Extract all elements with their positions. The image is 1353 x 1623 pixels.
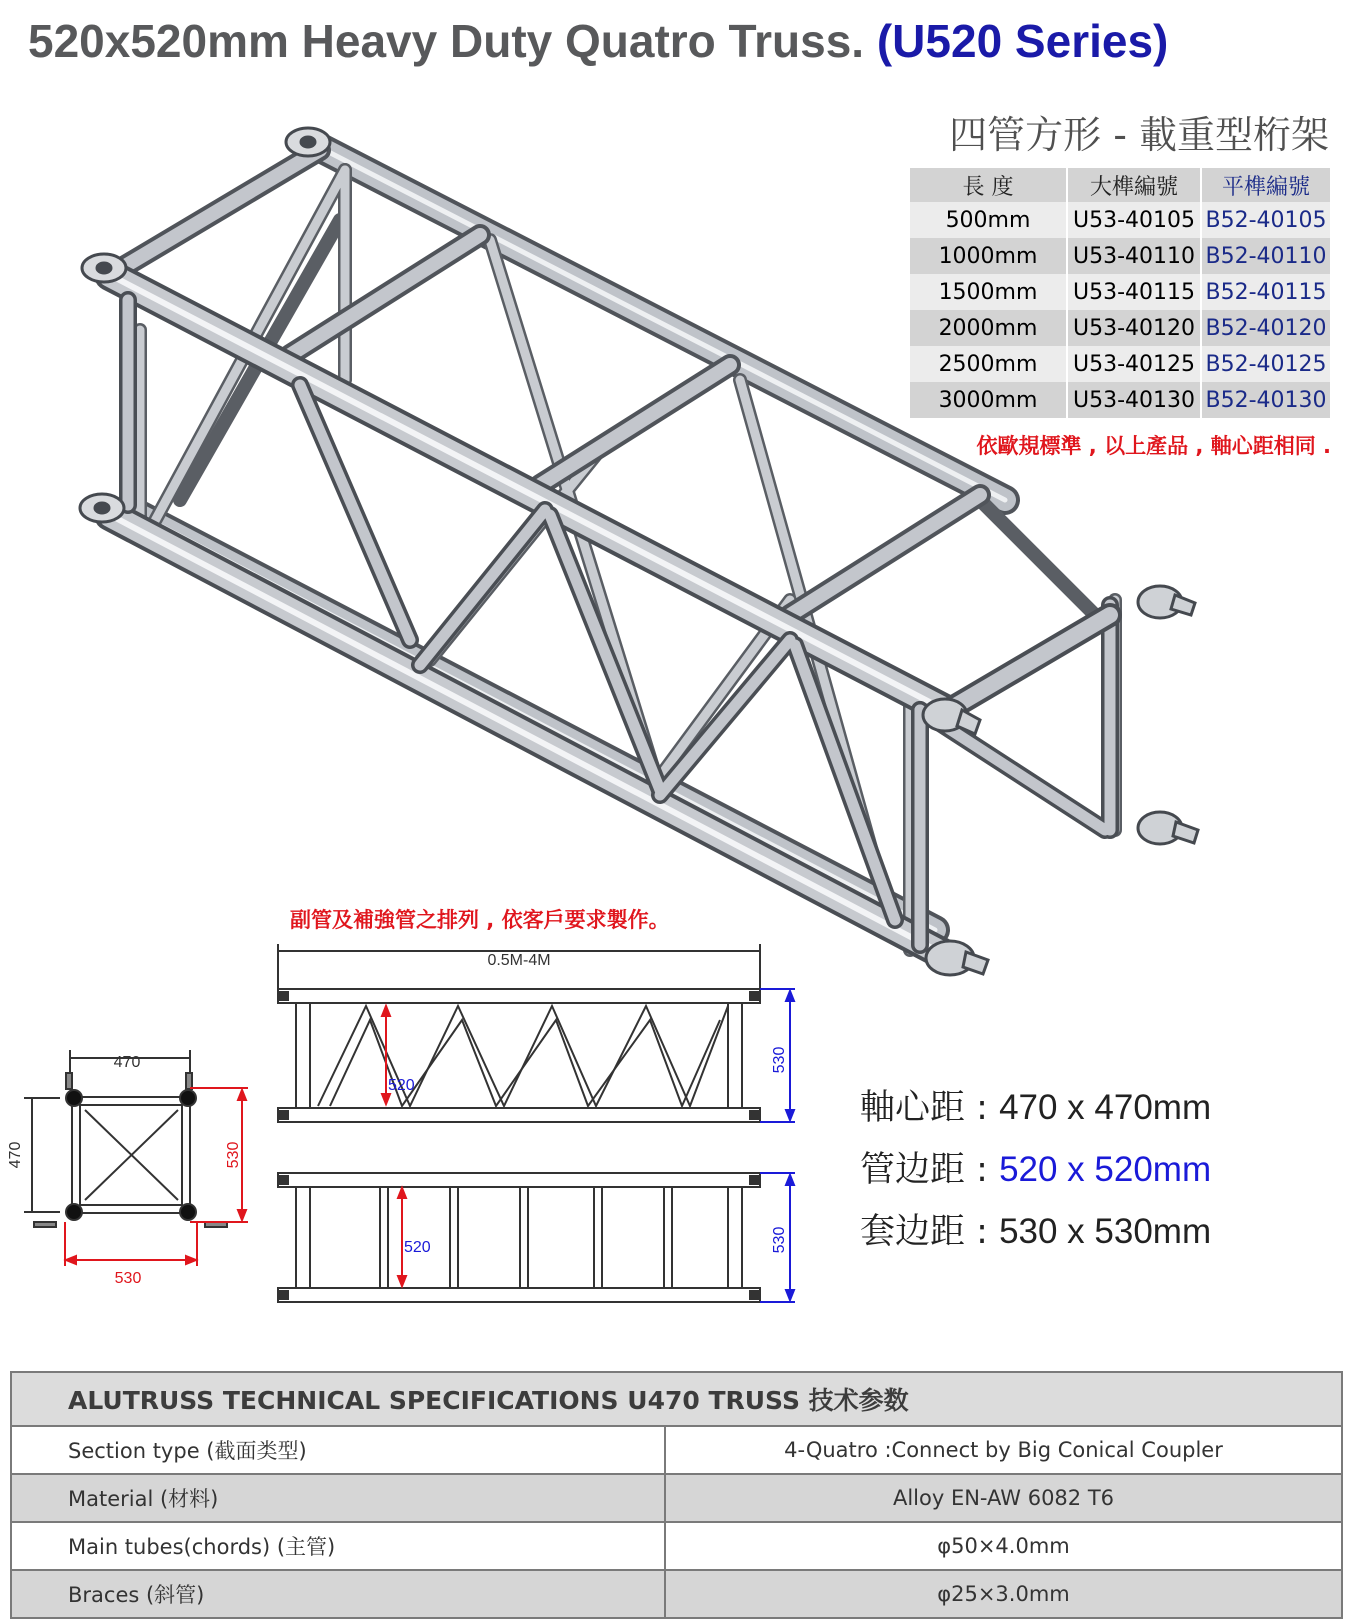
section-bottom-label: 530 bbox=[114, 1270, 142, 1287]
dim-value: 530 x 530mm bbox=[999, 1212, 1212, 1251]
cell-length: 2500mm bbox=[910, 346, 1066, 382]
section-right-label: 530 bbox=[225, 1141, 242, 1169]
side-outer-label-1: 530 bbox=[771, 1046, 788, 1074]
spec-header: ALUTRUSS TECHNICAL SPECIFICATIONS U470 TRUSS 技术参数 bbox=[11, 1372, 1342, 1426]
cell-flat-code: B52-40105 bbox=[1200, 202, 1330, 238]
front-braces bbox=[128, 300, 1110, 945]
header-big-tenon: 大榫編號 bbox=[1066, 168, 1200, 202]
spec-value: φ50×4.0mm bbox=[665, 1522, 1342, 1570]
side-view-ladder bbox=[278, 1173, 760, 1302]
chinese-subtitle: 四管方形 - 載重型桁架 bbox=[949, 113, 1329, 157]
table-footnote: 依歐規標準 , 以上產品 , 軸心距相同 . bbox=[976, 434, 1331, 458]
dim-label: 套边距 bbox=[860, 1212, 966, 1252]
arrangement-note: 副管及補強管之排列 , 依客戶要求製作。 bbox=[290, 908, 670, 932]
side-outer-label-2: 530 bbox=[771, 1226, 788, 1254]
spec-value: φ25×3.0mm bbox=[665, 1570, 1342, 1618]
cell-big-code: U53-40130 bbox=[1066, 382, 1200, 418]
table-row bbox=[11, 1426, 1342, 1474]
cell-flat-code: B52-40125 bbox=[1200, 346, 1330, 382]
side-inner-label-1: 520 bbox=[388, 1077, 415, 1094]
cell-big-code: U53-40110 bbox=[1066, 238, 1200, 274]
spec-key: Section type (截面类型) bbox=[11, 1426, 665, 1474]
cell-flat-code: B52-40110 bbox=[1200, 238, 1330, 274]
dim-sep: : bbox=[965, 1212, 1000, 1252]
cell-length: 2000mm bbox=[910, 310, 1066, 346]
sleeve-edge-distance-line bbox=[860, 1204, 1211, 1254]
axis-distance-line bbox=[860, 1080, 1211, 1130]
cell-big-code: U53-40120 bbox=[1066, 310, 1200, 346]
spec-value: Alloy EN-AW 6082 T6 bbox=[665, 1474, 1342, 1522]
spec-value: 4-Quatro :Connect by Big Conical Coupler bbox=[665, 1426, 1342, 1474]
dim-label: 軸心距 bbox=[860, 1088, 966, 1128]
cell-length: 500mm bbox=[910, 202, 1066, 238]
cross-section-red-dims bbox=[65, 1088, 248, 1266]
section-top-label: 470 bbox=[113, 1054, 141, 1071]
side-inner-label-2: 520 bbox=[404, 1239, 431, 1256]
table-row bbox=[11, 1522, 1342, 1570]
table-row bbox=[11, 1474, 1342, 1522]
dim-label: 管边距 bbox=[860, 1150, 966, 1190]
spec-key: Material (材料) bbox=[11, 1474, 665, 1522]
cross-section-drawing bbox=[24, 1050, 227, 1227]
dim-sep: : bbox=[965, 1150, 1000, 1190]
title-main: 520x520mm Heavy Duty Quatro Truss. bbox=[28, 15, 865, 67]
spec-header-row bbox=[11, 1372, 1342, 1426]
cell-big-code: U53-40125 bbox=[1066, 346, 1200, 382]
dim-sep: : bbox=[965, 1088, 1000, 1128]
technical-spec-table bbox=[10, 1371, 1343, 1619]
title-series: (U520 Series) bbox=[876, 15, 1169, 67]
cell-flat-code: B52-40130 bbox=[1200, 382, 1330, 418]
spec-key: Braces (斜管) bbox=[11, 1570, 665, 1618]
side-view-triangulated bbox=[278, 944, 760, 1122]
cell-big-code: U53-40105 bbox=[1066, 202, 1200, 238]
cell-length: 1000mm bbox=[910, 238, 1066, 274]
table-row bbox=[11, 1570, 1342, 1618]
cell-flat-code: B52-40115 bbox=[1200, 274, 1330, 310]
cell-length: 1500mm bbox=[910, 274, 1066, 310]
cell-length: 3000mm bbox=[910, 382, 1066, 418]
header-flat-tenon: 平榫編號 bbox=[1200, 168, 1330, 202]
tube-edge-distance-line bbox=[860, 1142, 1211, 1192]
spec-key: Main tubes(chords) (主管) bbox=[11, 1522, 665, 1570]
dim-value: 470 x 470mm bbox=[999, 1088, 1212, 1127]
cell-big-code: U53-40115 bbox=[1066, 274, 1200, 310]
side-view-2-red-dim bbox=[398, 1188, 406, 1286]
section-left-label: 470 bbox=[7, 1141, 24, 1169]
header-length: 長 度 bbox=[910, 168, 1066, 202]
length-label: 0.5M-4M bbox=[487, 952, 551, 969]
dim-value: 520 x 520mm bbox=[999, 1150, 1212, 1189]
cell-flat-code: B52-40120 bbox=[1200, 310, 1330, 346]
